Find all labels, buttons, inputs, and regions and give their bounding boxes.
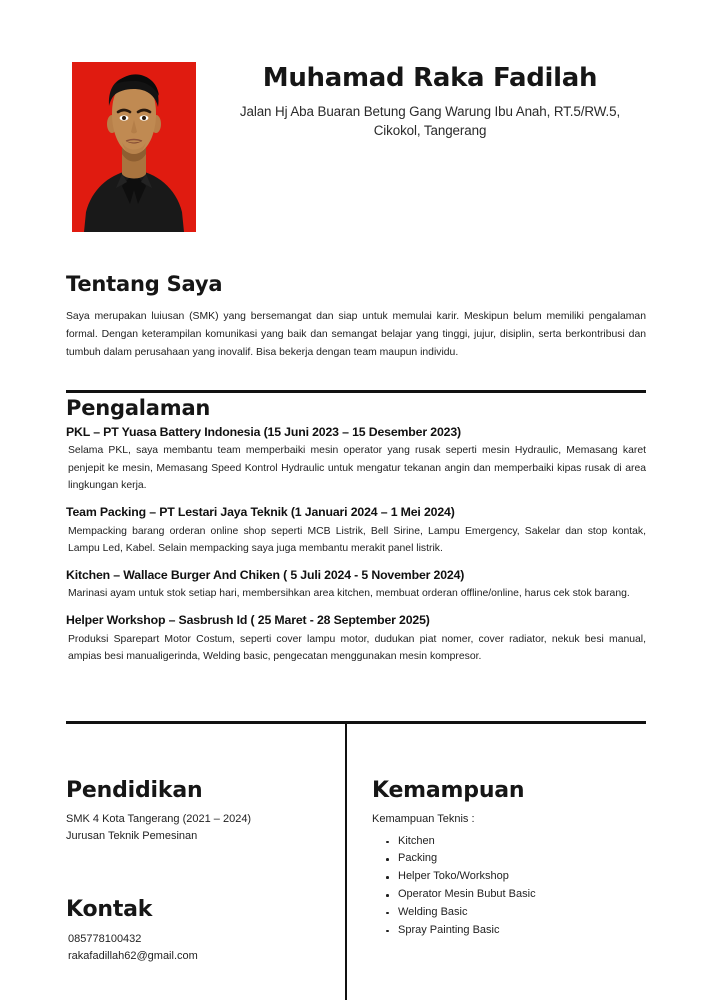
experience-item [66,567,646,603]
experience-section-title: Pengalaman [66,395,211,420]
about-text: Saya merupakan luiusan (SMK) yang bersemangat dan siap untuk memulai karir. Meskipun belum memiliki pengalaman formal. Dengan keterampilan komunikasi yang baik dan semangat belajar yang tinggi, jujur, disiplin, serta berkontribusi dan tumbuh dalam perusahaan yang inovalif. Bisa bekerja dengan team maupun individu. [66,311,646,358]
education-section-title: Pendidikan [66,778,203,803]
contact-section [66,897,331,965]
skills-section-title: Kemampuan [372,778,525,803]
job-title: PKL – PT Yuasa Battery Indonesia (15 Juni 2023 – 15 Desember 2023) [66,424,461,439]
skills-label: Kemampuan Teknis : [372,813,475,825]
experience-divider [66,390,646,393]
bottom-vertical-divider [345,723,347,1000]
list-item: Packing [386,850,647,868]
address-line-1: Jalan Hj Aba Buaran Betung Gang Warung Ibu Anah, RT.5/RW.5, [239,103,621,119]
experience-section [66,390,646,666]
list-item: Welding Basic [386,904,647,922]
education-school: SMK 4 Kota Tangerang (2021 – 2024) [66,813,252,825]
list-item: Spray Painting Basic [386,922,647,940]
bottom-horizontal-divider [66,721,646,724]
education-section [66,778,331,845]
skills-list [372,833,647,940]
contact-section-title: Kontak [66,897,153,923]
address-block [210,102,650,140]
about-section [66,272,646,362]
bottom-left-column [66,778,331,965]
experience-item [66,612,646,666]
job-description: Mempacking barang orderan online shop seperti MCB Listrik, Bell Sirine, Lampu Emergency, Sakelar dan stop kontak, Lampu Led, Kabel. Selain mempacking saya juga membantu merakit panel listrik. [68,525,646,555]
job-title: Kitchen – Wallace Burger And Chiken ( 5 Juli 2024 - 5 November 2024) [66,567,465,582]
list-item: Kitchen [386,833,647,851]
header-text-block [210,64,650,140]
experience-item [66,424,646,495]
page-title: Muhamad Raka Fadilah [262,63,598,93]
job-description: Selama PKL, saya membantu team memperbaiki mesin operator yang rusak seperti mesin Hydraulic, Memasang karet penjepit ke mesin, Memasang Speed Kontrol Hydraulic untuk mengatur tekanan angin dan memperbaiki kipas rusak di area lingkungan kerja. [68,445,646,492]
about-section-title: Tentang Saya [66,272,223,296]
job-title: Team Packing – PT Lestari Jaya Teknik (1 Januari 2024 – 1 Mei 2024) [66,504,455,519]
education-major: Jurusan Teknik Pemesinan [66,830,198,843]
job-description: Produksi Sparepart Motor Costum, seperti cover lampu motor, dudukan piat nomer, cover radiator, nekuk besi manual, ampias besi manualigerinda, Welding basic, pengecatan menggunakan mesin kompresor. [68,633,646,663]
profile-photo [72,62,196,232]
resume-header [0,0,704,240]
list-item: Helper Toko/Workshop [386,868,647,886]
address-line-2: Cikokol, Tangerang [373,122,487,138]
job-description: Marinasi ayam untuk stok setiap hari, membersihkan area kitchen, membuat orderan offline/online, harus cek stok barang. [68,588,630,600]
contact-phone: 085778100432 [68,933,142,946]
list-item: Operator Mesin Bubut Basic [386,886,647,904]
experience-item [66,504,646,558]
contact-email: rakafadillah62@gmail.com [68,950,198,963]
bottom-right-column [372,778,647,939]
job-title: Helper Workshop – Sasbrush Id ( 25 Maret - 28 September 2025) [66,612,430,627]
